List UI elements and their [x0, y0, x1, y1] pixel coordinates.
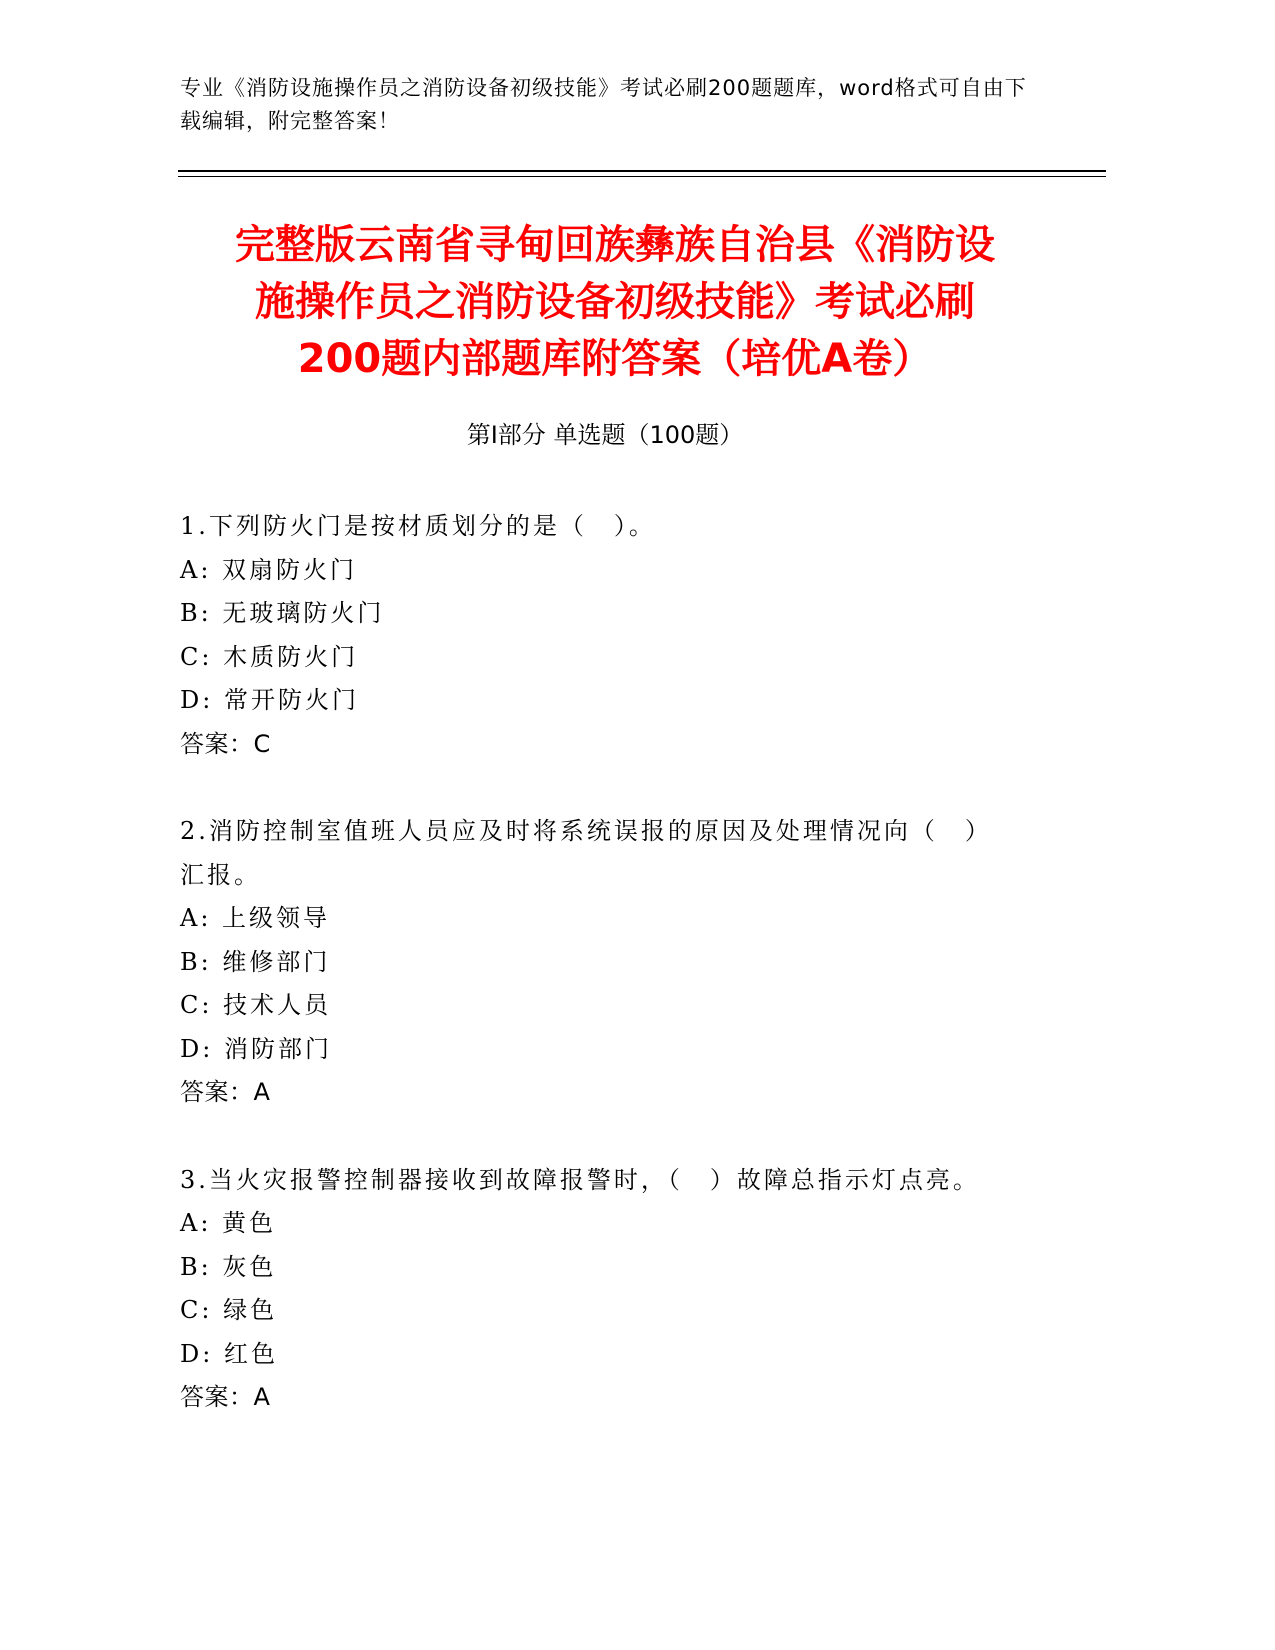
option-b: B: 无玻璃防火门 [180, 599, 385, 627]
option-d: D: 消防部门 [180, 1034, 332, 1063]
question-stem: 1.下列防火门是按材质划分的是（ ）。 [180, 512, 656, 540]
header-divider-thin [178, 176, 1106, 177]
option-a: A: 上级领导 [180, 904, 331, 932]
answer-label: 答案：A [180, 1078, 271, 1106]
option-c: C: 绿色 [180, 1296, 278, 1324]
option-c: C: 技术人员 [180, 991, 332, 1019]
answer-label: 答案：C [180, 729, 271, 758]
title-line: 完整版云南省寻甸回族彝族自治县《消防设 [235, 222, 995, 268]
question-list [180, 505, 1060, 1464]
title-line: 200题内部题库附答案（培优A卷） [297, 336, 933, 382]
header-note: 专业《消防设施操作员之消防设备初级技能》考试必刷200题题库，word格式可自由下载编辑，附完整答案！ [180, 76, 1027, 133]
option-c: C: 木质防火门 [180, 642, 359, 671]
title-line: 施操作员之消防设备初级技能》考试必刷 [255, 279, 975, 325]
answer-label: 答案：A [180, 1383, 271, 1411]
question-stem: 2.消防控制室值班人员应及时将系统误报的原因及处理情况向（ ）汇报。 [180, 817, 992, 889]
option-d: D: 常开防火门 [180, 686, 359, 714]
option-b: B: 维修部门 [180, 947, 331, 976]
question-item [180, 1159, 1060, 1420]
question-item [180, 810, 1060, 1115]
question-item [180, 505, 1060, 766]
option-a: A: 黄色 [180, 1209, 277, 1237]
option-b: B: 灰色 [180, 1252, 277, 1281]
section-heading: 第Ⅰ部分 单选题（100题） [466, 421, 744, 449]
document-title [150, 217, 1080, 388]
option-a: A: 双扇防火门 [180, 555, 358, 584]
header-divider-thick [178, 170, 1106, 172]
option-d: D: 红色 [180, 1339, 278, 1368]
question-stem: 3.当火灾报警控制器接收到故障报警时，（ ）故障总指示灯点亮。 [180, 1165, 980, 1194]
